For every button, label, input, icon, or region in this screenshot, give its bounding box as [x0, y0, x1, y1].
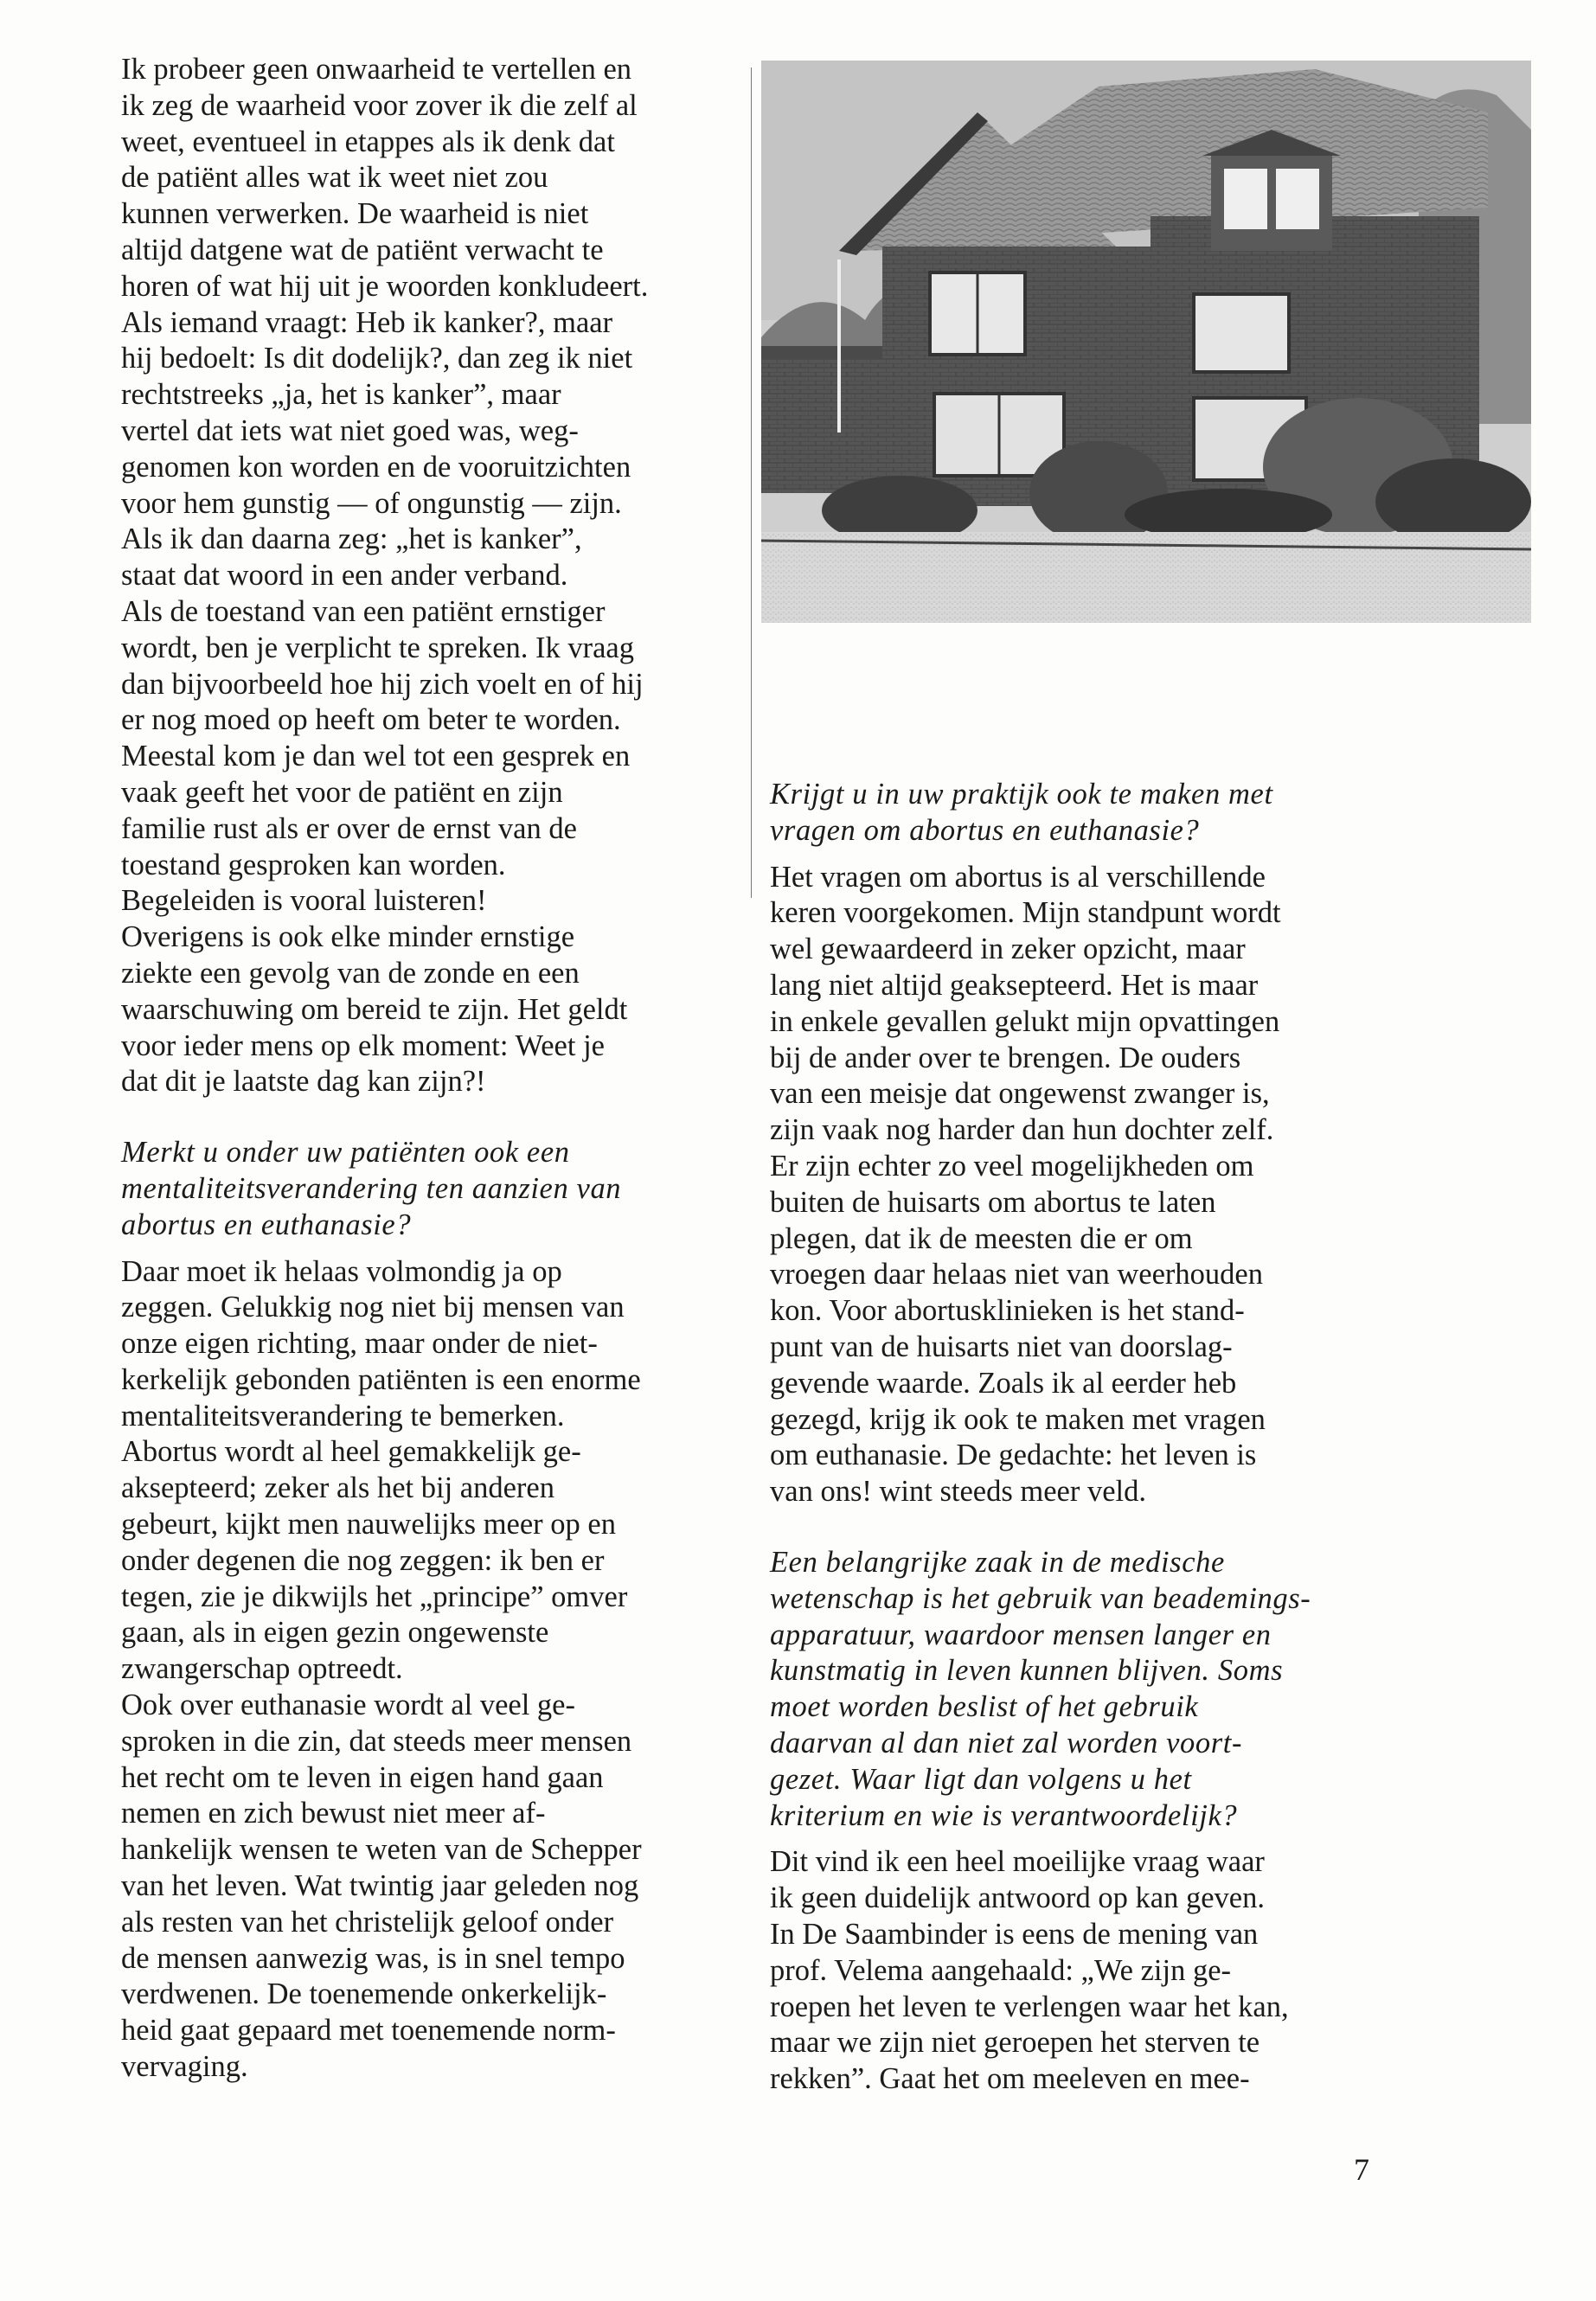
interview-question-respirator: Een belangrijke zaak in de medische wetenschap is het gebruik van beademings- apparatuur, waardoor mensen langer en kunstmatig in leven kunnen blijven. Soms moet worden beslist of het gebruik daarvan al dan niet zal worden voort- gezet. Waar ligt dan volgens u het kriterium en wie is verantwoordelijk? [770, 1545, 1311, 1832]
left-column [121, 52, 744, 2086]
column-divider [751, 67, 752, 898]
page-number: 7 [1354, 2152, 1369, 2187]
house-photo-icon [761, 61, 1531, 623]
interview-question-practice: Krijgt u in uw praktijk ook te maken met vragen om abortus en euthanasie? [770, 778, 1273, 847]
house-photo [761, 61, 1531, 623]
interview-question-mentality: Merkt u onder uw patiënten ook een mentaliteitsverandering ten aanzien van abortus en euthanasie? [121, 1136, 622, 1241]
paragraph-mentality-answer: Daar moet ik helaas volmondig ja op zeggen. Gelukkig nog niet bij mensen van onze eigen richting, maar onder de niet- kerkelijk gebonden patiënten is een enorme mentaliteitsverandering te bemerken. Abortus wordt al heel gemakkelijk ge- aksepteerd; zeker als het bij anderen gebeurt, kijkt men nauwelijks meer op en onder degenen die nog zeggen: ik ben er tegen, zie je dikwijls het „principe” omver gaan, als in eigen gezin ongewenste zwangerschap optreedt. Ook over euthanasie wordt al veel ge- sproken in die zin, dat steeds meer mensen het recht om te leven in eigen hand gaan nemen en zich bewust niet meer af- hankelijk wensen te weten van de Schepper van het leven. Wat twintig jaar geleden nog als resten van het christelijk geloof onder de mensen aanwezig was, is in snel tempo verdwenen. De toenemende onkerkelijk- heid gaat gepaard met toenemende norm- vervaging. [121, 1254, 642, 2084]
paragraph-practice-answer: Het vragen om abortus is al verschillende keren voorgekomen. Mijn standpunt wordt wel gewaardeerd in zeker opzicht, maar lang niet altijd geaksepteerd. Het is maar in enkele gevallen gelukt mijn opvattingen bij de ander over te brengen. De ouders van een meisje dat ongewenst zwanger is, zijn vaak nog harder dan hun dochter zelf. Er zijn echter zo veel mogelijkheden om buiten de huisarts om abortus te laten plegen, dat ik de meesten die er om vroegen daar helaas niet van weerhouden kon. Voor abortusklinieken is het stand- punt van de huisarts niet van doorslag- gevende waarde. Zoals ik al eerder heb gezegd, krijg ik ook te maken met vragen om euthanasie. De gedachte: het leven is van ons! wint steeds meer veld. [770, 860, 1281, 1509]
right-column [770, 777, 1393, 2098]
paragraph-respirator-answer: Dit vind ik een heel moeilijke vraag waar ik geen duidelijk antwoord op kan geven. In De Saambinder is eens de mening van prof. Velema aangehaald: „We zijn ge- roepen het leven te verlengen waar het kan, maar we zijn niet geroepen het sterven te rekken”. Gaat het om meeleven en mee- [770, 1845, 1289, 2096]
paragraph-truth-telling: Ik probeer geen onwaarheid te vertellen en ik zeg de waarheid voor zover ik die zelf al weet, eventueel in etappes als ik denk dat de patiënt alles wat ik weet niet zou kunnen verwerken. De waarheid is niet altijd datgene wat de patiënt verwacht te horen of wat hij uit je woorden konkludeert. Als iemand vraagt: Heb ik kanker?, maar hij bedoelt: Is dit dodelijk?, dan zeg ik niet rechtstreeks „ja, het is kanker”, maar vertel dat iets wat niet goed was, weg- genomen kon worden en de vooruitzichten voor hem gunstig — of ongunstig — zijn. Als ik dan daarna zeg: „het is kanker”, staat dat woord in een ander verband. Als de toestand van een patiënt ernstiger wordt, ben je verplicht te spreken. Ik vraag dan bijvoorbeeld hoe hij zich voelt en of hij er nog moed op heeft om beter te worden. Meestal kom je dan wel tot een gesprek en vaak geeft het voor de patiënt en zijn familie rust als er over de ernst van de toestand gesproken kan worden. Begeleiden is vooral luisteren! Overigens is ook elke minder ernstige ziekte een gevolg van de zonde en een waarschuwing om bereid te zijn. Het geldt voor ieder mens op elk moment: Weet je dat dit je laatste dag kan zijn?! [121, 53, 649, 1099]
